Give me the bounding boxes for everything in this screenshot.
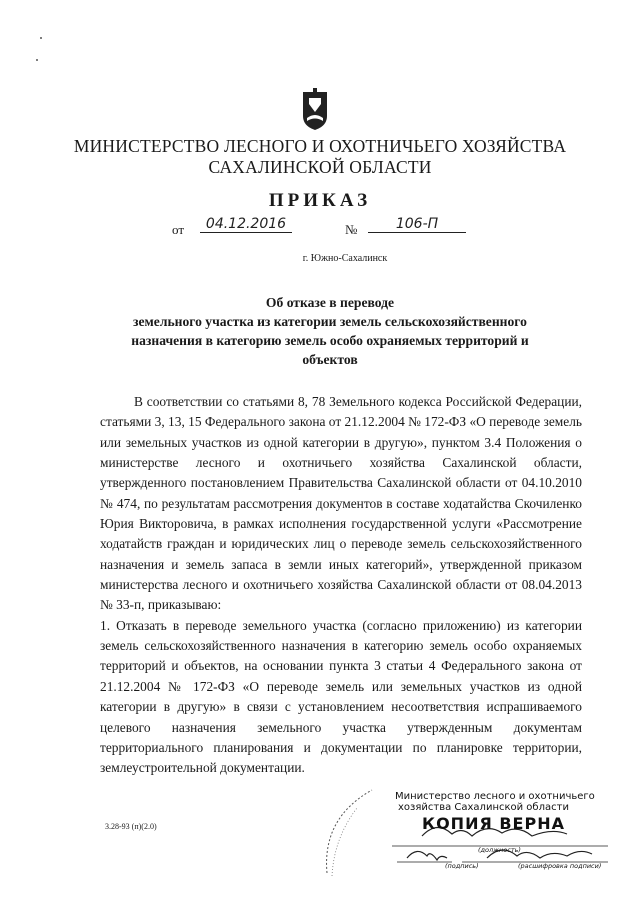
- city: г. Южно-Сахалинск: [302, 253, 388, 264]
- order-title: [100, 293, 560, 369]
- preamble-paragraph: В соответствии со статьями 8, 78 Земельного кодекса Российской Федерации, статьями 3, 13, 15 Федерального закона от 21.12.2004 № 172-ФЗ «О переводе земель или земельных участков из одной категории в другую», пунктом 3.4 Положения о министерстве лесного и охотничьего хозяйства Сахалинской области, утвержденного постановлением Правительства Сахалинской области от 04.10.2010 № 474, по результатам рассмотрения документов в составе ходатайства Скочиленко Юрия Викторовича, в рамках исполнения государственной услуги «Рассмотрение ходатайств граждан и юридических лиц о переводе земель сельскохозяйственного назначения и земель запаса в земли иных категорий», утвержденной приказом министерства лесного и охотничьего хозяйства Сахалинской области от 08.04.2013 № 33-п, приказываю:: [100, 394, 582, 613]
- date-value: 04.12.2016: [200, 216, 292, 233]
- title-line: земельного участка из категории земель сельскохозяйственного: [133, 314, 527, 329]
- ministry-name-line1: МИНИСТЕРСТВО ЛЕСНОГО И ОХОТНИЧЬЕГО ХОЗЯЙСТВА: [73, 136, 567, 156]
- stamp-signature-label: (подпись): [445, 862, 479, 870]
- speck: [36, 59, 38, 61]
- stamp-decode-label: (расшифровка подписи): [518, 862, 602, 870]
- stamp-copy-certified: КОПИЯ ВЕРНА: [422, 814, 565, 833]
- coat-of-arms-icon: [300, 88, 330, 132]
- title-line: Об отказе в переводе: [265, 295, 395, 310]
- date-label: от: [172, 222, 185, 237]
- stamp-line2: хозяйства Сахалинской области: [398, 802, 569, 813]
- title-line: объектов: [302, 352, 358, 367]
- speck: [40, 37, 42, 39]
- order-body: [100, 392, 582, 779]
- form-code: 3.28-93 (п)(2.0): [105, 822, 157, 831]
- stamp-line1: Министерство лесного и охотничьего: [395, 791, 595, 802]
- document-type: ПРИКАЗ: [268, 190, 372, 211]
- number-label: №: [345, 222, 358, 237]
- stamp-position-label: (должность): [478, 846, 521, 854]
- number-value: 106-П: [368, 216, 466, 233]
- order-item-1: 1. Отказать в переводе земельного участка (согласно приложению) из категории земель сельскохозяйственного назначения в категорию земель особо охраняемых территорий и объектов, на основании пункта 3 статьи 4 Федерального закона от 21.12.2004 № 172-ФЗ «О переводе земель или земельных участков из одной категории в другую» в связи с установлением несоответствия испрашиваемого целевого назначения земельного участка утвержденным документам территориального планирования и документации по планировке территории, землеустроительной документации.: [100, 617, 582, 776]
- ministry-name-line2: САХАЛИНСКОЙ ОБЛАСТИ: [208, 157, 432, 177]
- title-line: назначения в категорию земель особо охраняемых территорий и: [131, 333, 529, 348]
